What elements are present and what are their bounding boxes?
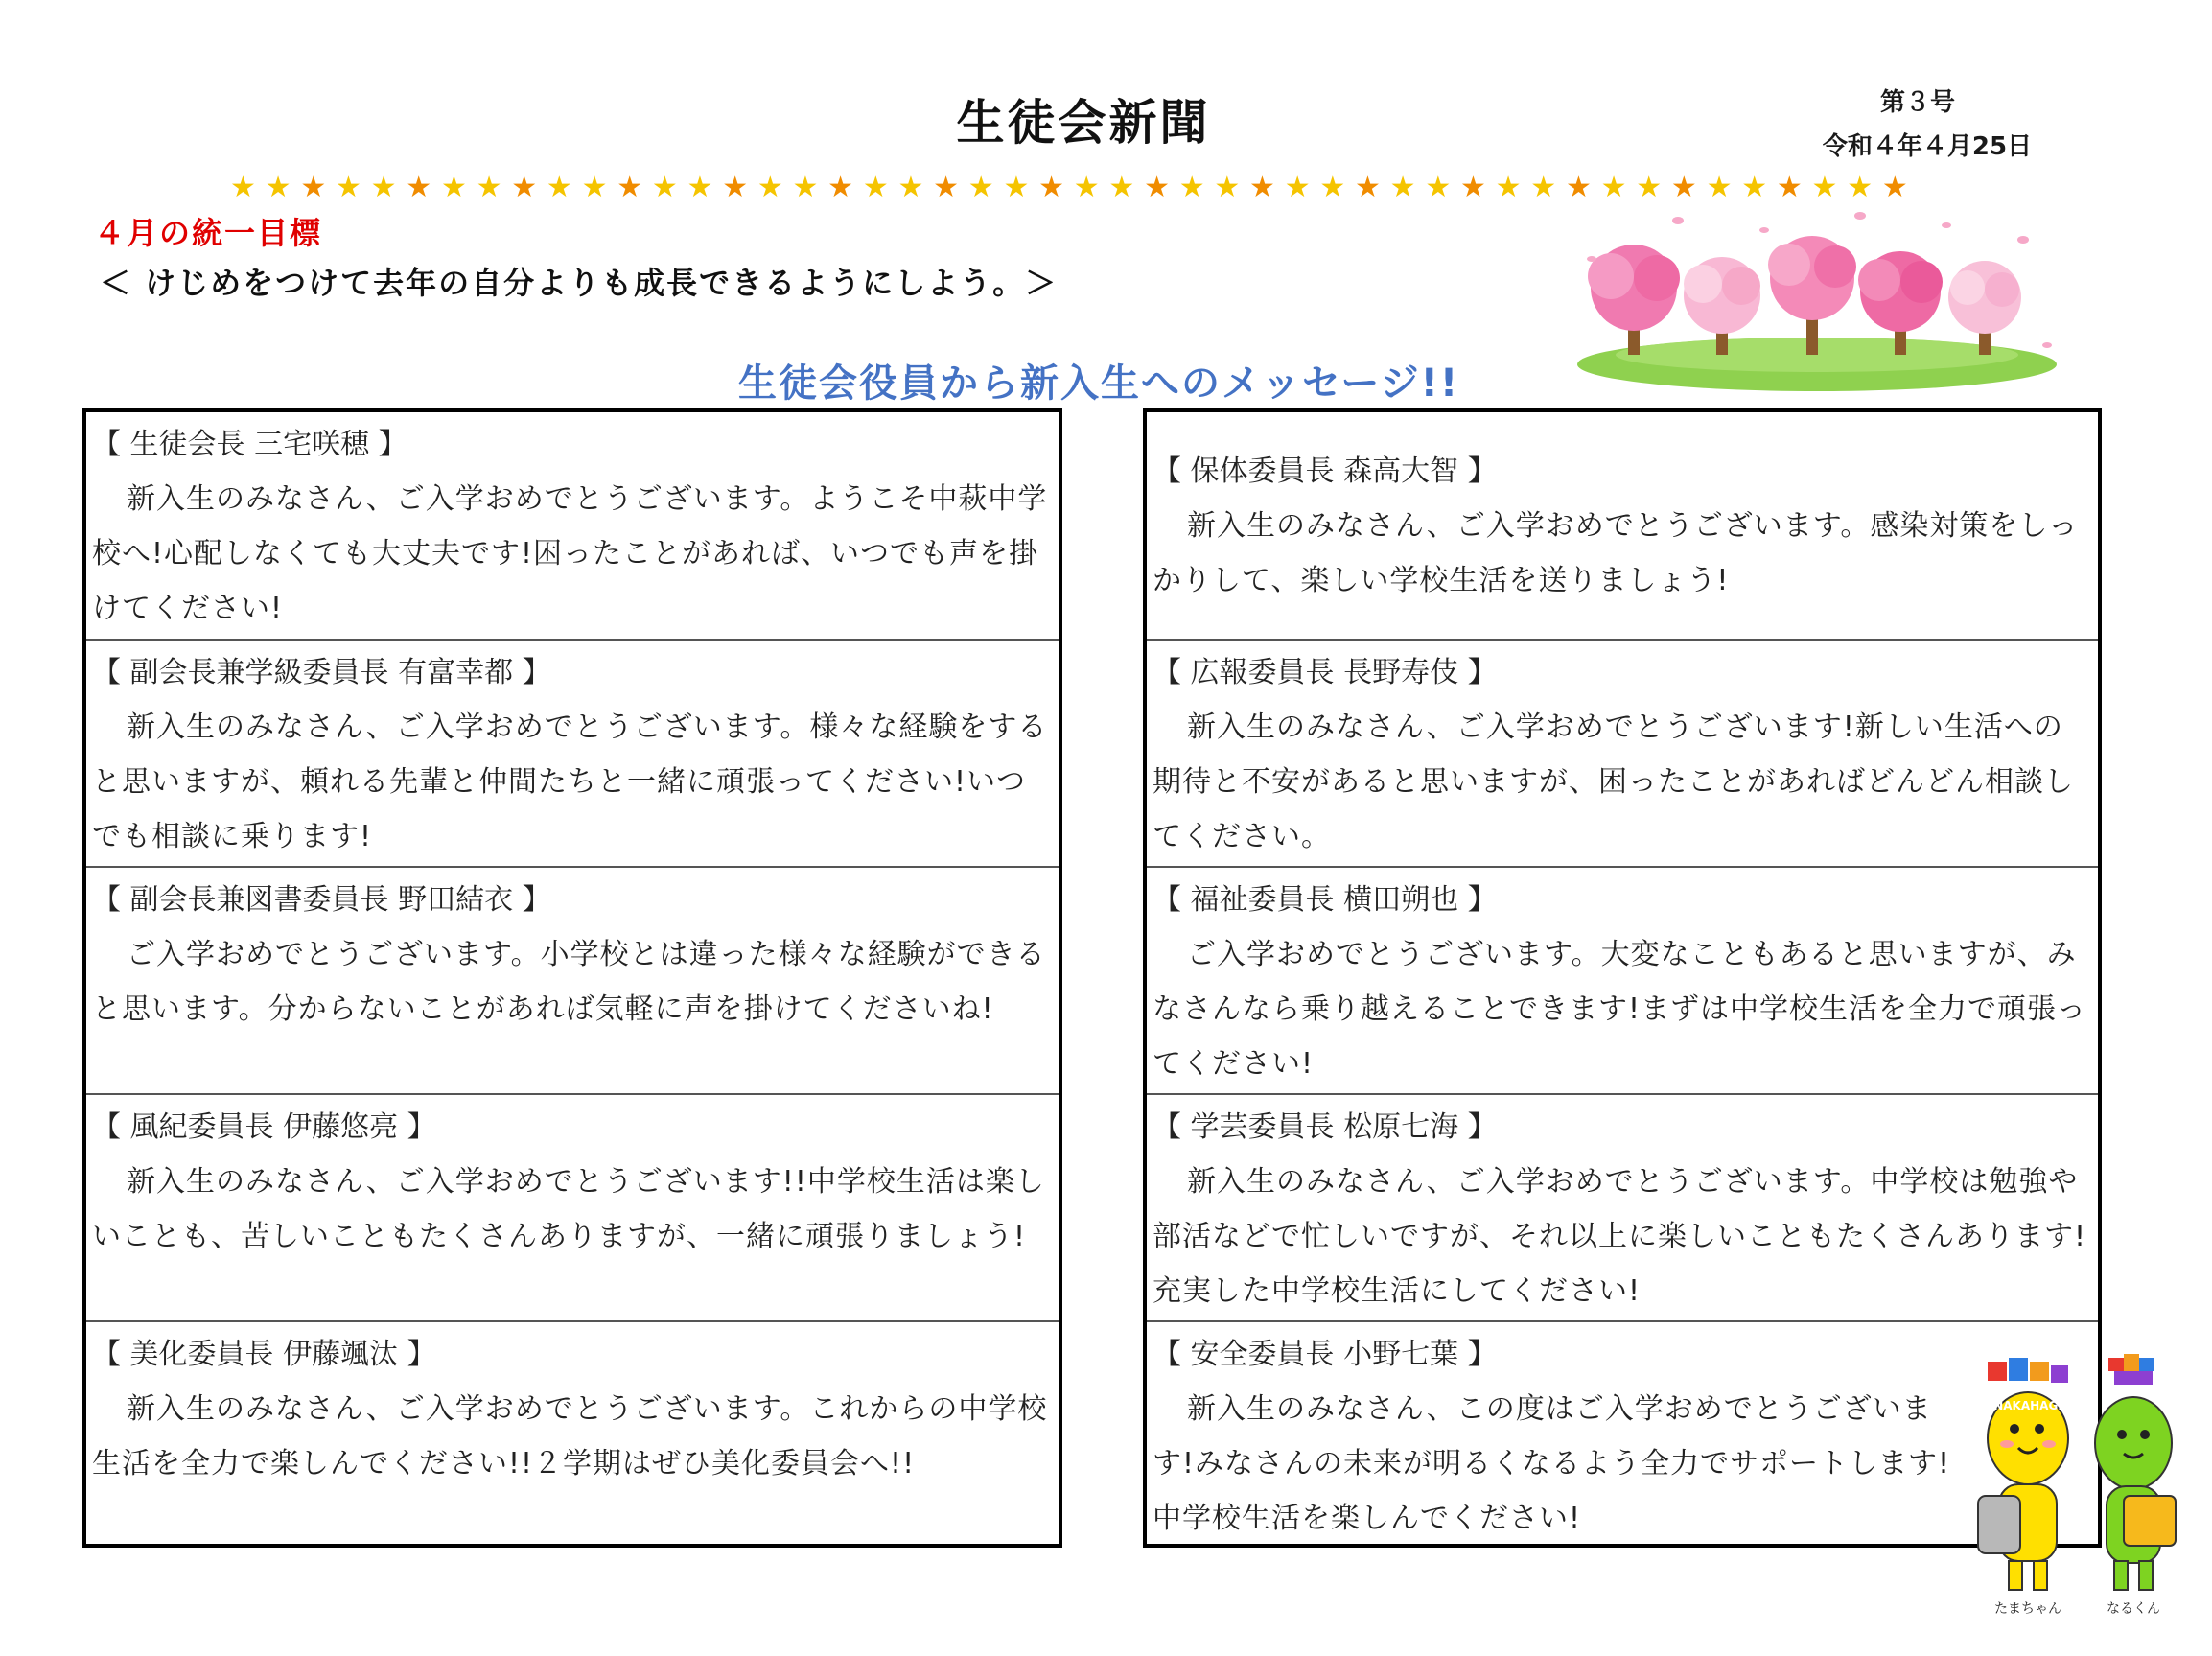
mascot-hat-letters: NAKAHAGI [1993, 1399, 2062, 1412]
message-role: 【 副会長兼図書委員長 野田結衣 】 [92, 883, 551, 917]
star-icon: ★ [335, 171, 361, 204]
star-icon: ★ [1249, 171, 1275, 204]
mascot-illustration [1970, 1352, 2191, 1621]
star-icon: ★ [1284, 171, 1311, 204]
star-icon: ★ [1565, 171, 1592, 204]
star-icon: ★ [1319, 171, 1346, 204]
star-icon: ★ [406, 171, 432, 204]
issue-number: 第３号 [1879, 88, 1955, 117]
star-icon: ★ [1425, 171, 1452, 204]
message-box [1147, 639, 2098, 866]
star-icon: ★ [1073, 171, 1100, 204]
star-icon: ★ [511, 171, 538, 204]
star-icon: ★ [440, 171, 467, 204]
goal-heading: ４月の統一目標 [94, 215, 323, 251]
message-body: 新入生のみなさん、ご入学おめでとうございます。ようこそ中萩中学校へ!心配しなくても大丈夫です!困ったことがあれば、いつでも声を掛けてください! [92, 482, 1048, 625]
star-icon: ★ [1741, 171, 1768, 204]
star-icon: ★ [300, 171, 327, 204]
star-icon: ★ [1706, 171, 1733, 204]
message-body: 新入生のみなさん、ご入学おめでとうございます!新しい生活への期待と不安があると思いますが、困ったことがあればどんどん相談してください。 [1153, 711, 2074, 853]
star-icon: ★ [1178, 171, 1205, 204]
section-title: 生徒会役員から新入生へのメッセージ!! [738, 362, 1460, 406]
message-body: 新入生のみなさん、この度はご入学おめでとうございます!みなさんの未来が明るくなるよう全力でサポートします!中学校生活を楽しんでください! [1153, 1392, 1951, 1535]
message-body: 新入生のみなさん、ご入学おめでとうございます。中学校は勉強や部活などで忙しいですが、それ以上に楽しいこともたくさんあります!充実した中学校生活にしてください! [1153, 1165, 2087, 1308]
messages-left-column [82, 408, 1062, 1548]
message-body: 新入生のみなさん、ご入学おめでとうございます!!中学校生活は楽しいことも、苦しいこともたくさんありますが、一緒に頑張りましょう! [92, 1165, 1045, 1253]
star-icon: ★ [1776, 171, 1803, 204]
star-icon: ★ [1811, 171, 1838, 204]
star-icon: ★ [1389, 171, 1416, 204]
star-icon: ★ [792, 171, 819, 204]
star-icon: ★ [757, 171, 783, 204]
star-icon: ★ [862, 171, 889, 204]
issue-date: 令和４年４月25日 [1822, 132, 2033, 161]
message-role: 【 生徒会長 三宅咲穂 】 [92, 428, 407, 461]
star-icon: ★ [1144, 171, 1170, 204]
message-body: ご入学おめでとうございます。大変なこともあると思いますが、みなさんなら乗り越えることできます!まずは中学校生活を全力で頑張ってください! [1153, 938, 2087, 1081]
goal-text: ＜ けじめをつけて去年の自分よりも成長できるようにしよう。＞ [100, 265, 1059, 301]
message-box [86, 1320, 1059, 1548]
cherry-blossom-illustration [1572, 201, 2061, 393]
star-icon: ★ [265, 171, 291, 204]
star-icon: ★ [617, 171, 643, 204]
message-role: 【 福祉委員長 横田朔也 】 [1153, 883, 1497, 917]
star-icon: ★ [1670, 171, 1697, 204]
mascot-right-name: なるくん [2107, 1601, 2160, 1617]
message-body: 新入生のみなさん、ご入学おめでとうございます。感染対策をしっかりして、楽しい学校生活を送りましょう! [1153, 509, 2079, 597]
star-icon: ★ [933, 171, 960, 204]
star-icon: ★ [581, 171, 608, 204]
message-box [86, 639, 1059, 866]
star-icon: ★ [1530, 171, 1557, 204]
star-icon: ★ [1847, 171, 1874, 204]
star-icon: ★ [1495, 171, 1522, 204]
star-icon: ★ [1881, 171, 1908, 204]
message-box [1147, 1093, 2098, 1320]
message-role: 【 保体委員長 森高大智 】 [1153, 455, 1497, 488]
message-role: 【 美化委員長 伊藤颯汰 】 [92, 1338, 436, 1371]
star-icon: ★ [687, 171, 713, 204]
star-icon: ★ [897, 171, 924, 204]
star-icon: ★ [1459, 171, 1486, 204]
star-icon: ★ [827, 171, 854, 204]
star-icon: ★ [546, 171, 572, 204]
newspaper-title: 生徒会新聞 [956, 95, 1211, 151]
star-icon: ★ [651, 171, 678, 204]
message-box [86, 866, 1059, 1093]
star-icon: ★ [1108, 171, 1135, 204]
star-icon: ★ [1038, 171, 1064, 204]
message-body: 新入生のみなさん、ご入学おめでとうございます。様々な経験をすると思いますが、頼れる先輩と仲間たちと一緒に頑張ってください!いつでも相談に乗ります! [92, 711, 1048, 853]
star-icon: ★ [1003, 171, 1030, 204]
message-box [1147, 412, 2098, 640]
star-icon: ★ [1355, 171, 1381, 204]
messages-right-column [1143, 408, 2102, 1548]
star-icon: ★ [1214, 171, 1241, 204]
star-icon: ★ [370, 171, 397, 204]
message-box [86, 412, 1059, 640]
message-box [86, 1093, 1059, 1320]
message-role: 【 学芸委員長 松原七海 】 [1153, 1110, 1497, 1144]
star-icon: ★ [1600, 171, 1627, 204]
message-role: 【 安全委員長 小野七葉 】 [1153, 1338, 1497, 1371]
star-icon: ★ [722, 171, 749, 204]
message-body: ご入学おめでとうございます。小学校とは違った様々な経験ができると思います。分からないことがあれば気軽に声を掛けてくださいね! [92, 938, 1046, 1026]
star-icon: ★ [967, 171, 994, 204]
star-icon: ★ [1636, 171, 1663, 204]
message-box [1147, 866, 2098, 1093]
star-icon: ★ [230, 171, 256, 204]
message-role: 【 広報委員長 長野寿伎 】 [1153, 656, 1497, 689]
message-body: 新入生のみなさん、ご入学おめでとうございます。これからの中学校生活を全力で楽しんでください!!２学期はぜひ美化委員会へ!! [92, 1392, 1048, 1481]
mascot-left-name: たまちゃん [1994, 1601, 2061, 1617]
message-role: 【 風紀委員長 伊藤悠亮 】 [92, 1110, 436, 1144]
message-role: 【 副会長兼学級委員長 有富幸都 】 [92, 656, 551, 689]
star-icon: ★ [476, 171, 502, 204]
message-box [1147, 1320, 2098, 1548]
